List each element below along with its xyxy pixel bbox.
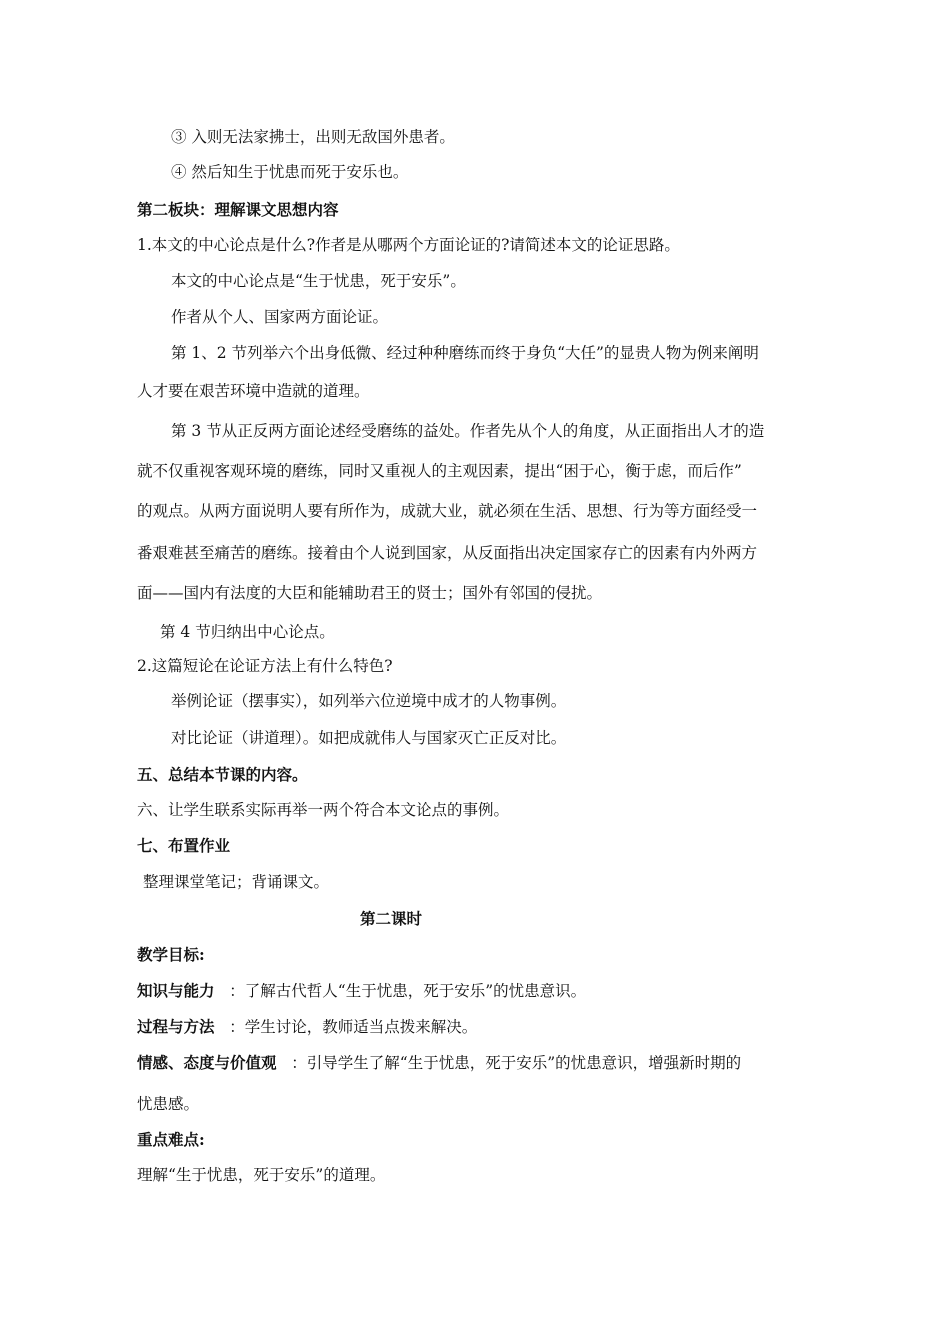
objective-line xyxy=(137,1017,477,1037)
objective-label: 情感、态度与价值观 xyxy=(137,1053,277,1072)
section-heading: 七、布置作业 xyxy=(137,836,231,855)
text-line: ④ 然后知生于忧患而死于安乐也。 xyxy=(171,163,409,181)
objective-label: 知识与能力 xyxy=(137,981,215,1000)
paragraph-line: 的观点。从两方面说明人要有所作为，成就大业，就必须在生活、思想、行为等方面经受一 xyxy=(137,502,758,520)
paragraph-line: 番艰难甚至痛苦的磨练。接着由个人说到国家，从反面指出决定国家存亡的因素有内外两方 xyxy=(137,544,758,562)
text-line: 理解“生于忧患，死于安乐”的道理。 xyxy=(137,1166,386,1184)
objective-line xyxy=(137,1053,741,1073)
text-line: 整理课堂笔记；背诵课文。 xyxy=(143,873,330,891)
paragraph-line: 第 1、2 节列举六个出身低微、经过种种磨练而终于身负“大任”的显贵人物为例来阐明 xyxy=(171,344,759,362)
text-line: 忧患感。 xyxy=(137,1095,200,1113)
text-line: 六、让学生联系实际再举一两个符合本文论点的事例。 xyxy=(137,801,510,819)
answer-line: 对比论证（讲道理）。如把成就伟人与国家灭亡正反对比。 xyxy=(171,729,567,747)
question-line: 1.本文的中心论点是什么?作者是从哪两个方面论证的?请简述本文的论证思路。 xyxy=(137,236,680,254)
objective-text: ：了解古代哲人“生于忧患，死于安乐”的忧患意识。 xyxy=(229,982,587,1000)
answer-line: 举例论证（摆事实），如列举六位逆境中成才的人物事例。 xyxy=(171,692,567,710)
answer-line: 作者从个人、国家两方面论证。 xyxy=(171,308,389,326)
section-heading: 重点难点: xyxy=(137,1130,205,1149)
paragraph-line: 面——国内有法度的大臣和能辅助君王的贤士；国外有邻国的侵扰。 xyxy=(137,584,603,602)
question-line: 2.这篇短论在论证方法上有什么特色? xyxy=(137,657,393,675)
paragraph-line: 第 3 节从正反两方面论述经受磨练的益处。作者先从个人的角度，从正面指出人才的造 xyxy=(171,422,765,440)
paragraph-line: 第 4 节归纳出中心论点。 xyxy=(160,623,335,641)
text-line: ③ 入则无法家拂士，出则无敌国外患者。 xyxy=(171,128,455,146)
section-heading: 第二板块：理解课文思想内容 xyxy=(137,200,339,219)
lesson-title: 第二课时 xyxy=(359,909,422,928)
objective-text: ：学生讨论，教师适当点拨来解决。 xyxy=(229,1018,478,1036)
paragraph-line: 人才要在艰苦环境中造就的道理。 xyxy=(137,382,370,400)
paragraph-line: 就不仅重视客观环境的磨练，同时又重视人的主观因素，提出“困于心，衡于虑，而后作” xyxy=(137,462,742,480)
objective-label: 过程与方法 xyxy=(137,1017,215,1036)
objective-text: ：引导学生了解“生于忧患，死于安乐”的忧患意识，增强新时期的 xyxy=(291,1054,742,1072)
section-heading: 教学目标: xyxy=(137,945,205,964)
section-heading: 五、总结本节课的内容。 xyxy=(137,765,308,784)
answer-line: 本文的中心论点是“生于忧患，死于安乐”。 xyxy=(171,272,466,290)
objective-line xyxy=(137,981,586,1001)
